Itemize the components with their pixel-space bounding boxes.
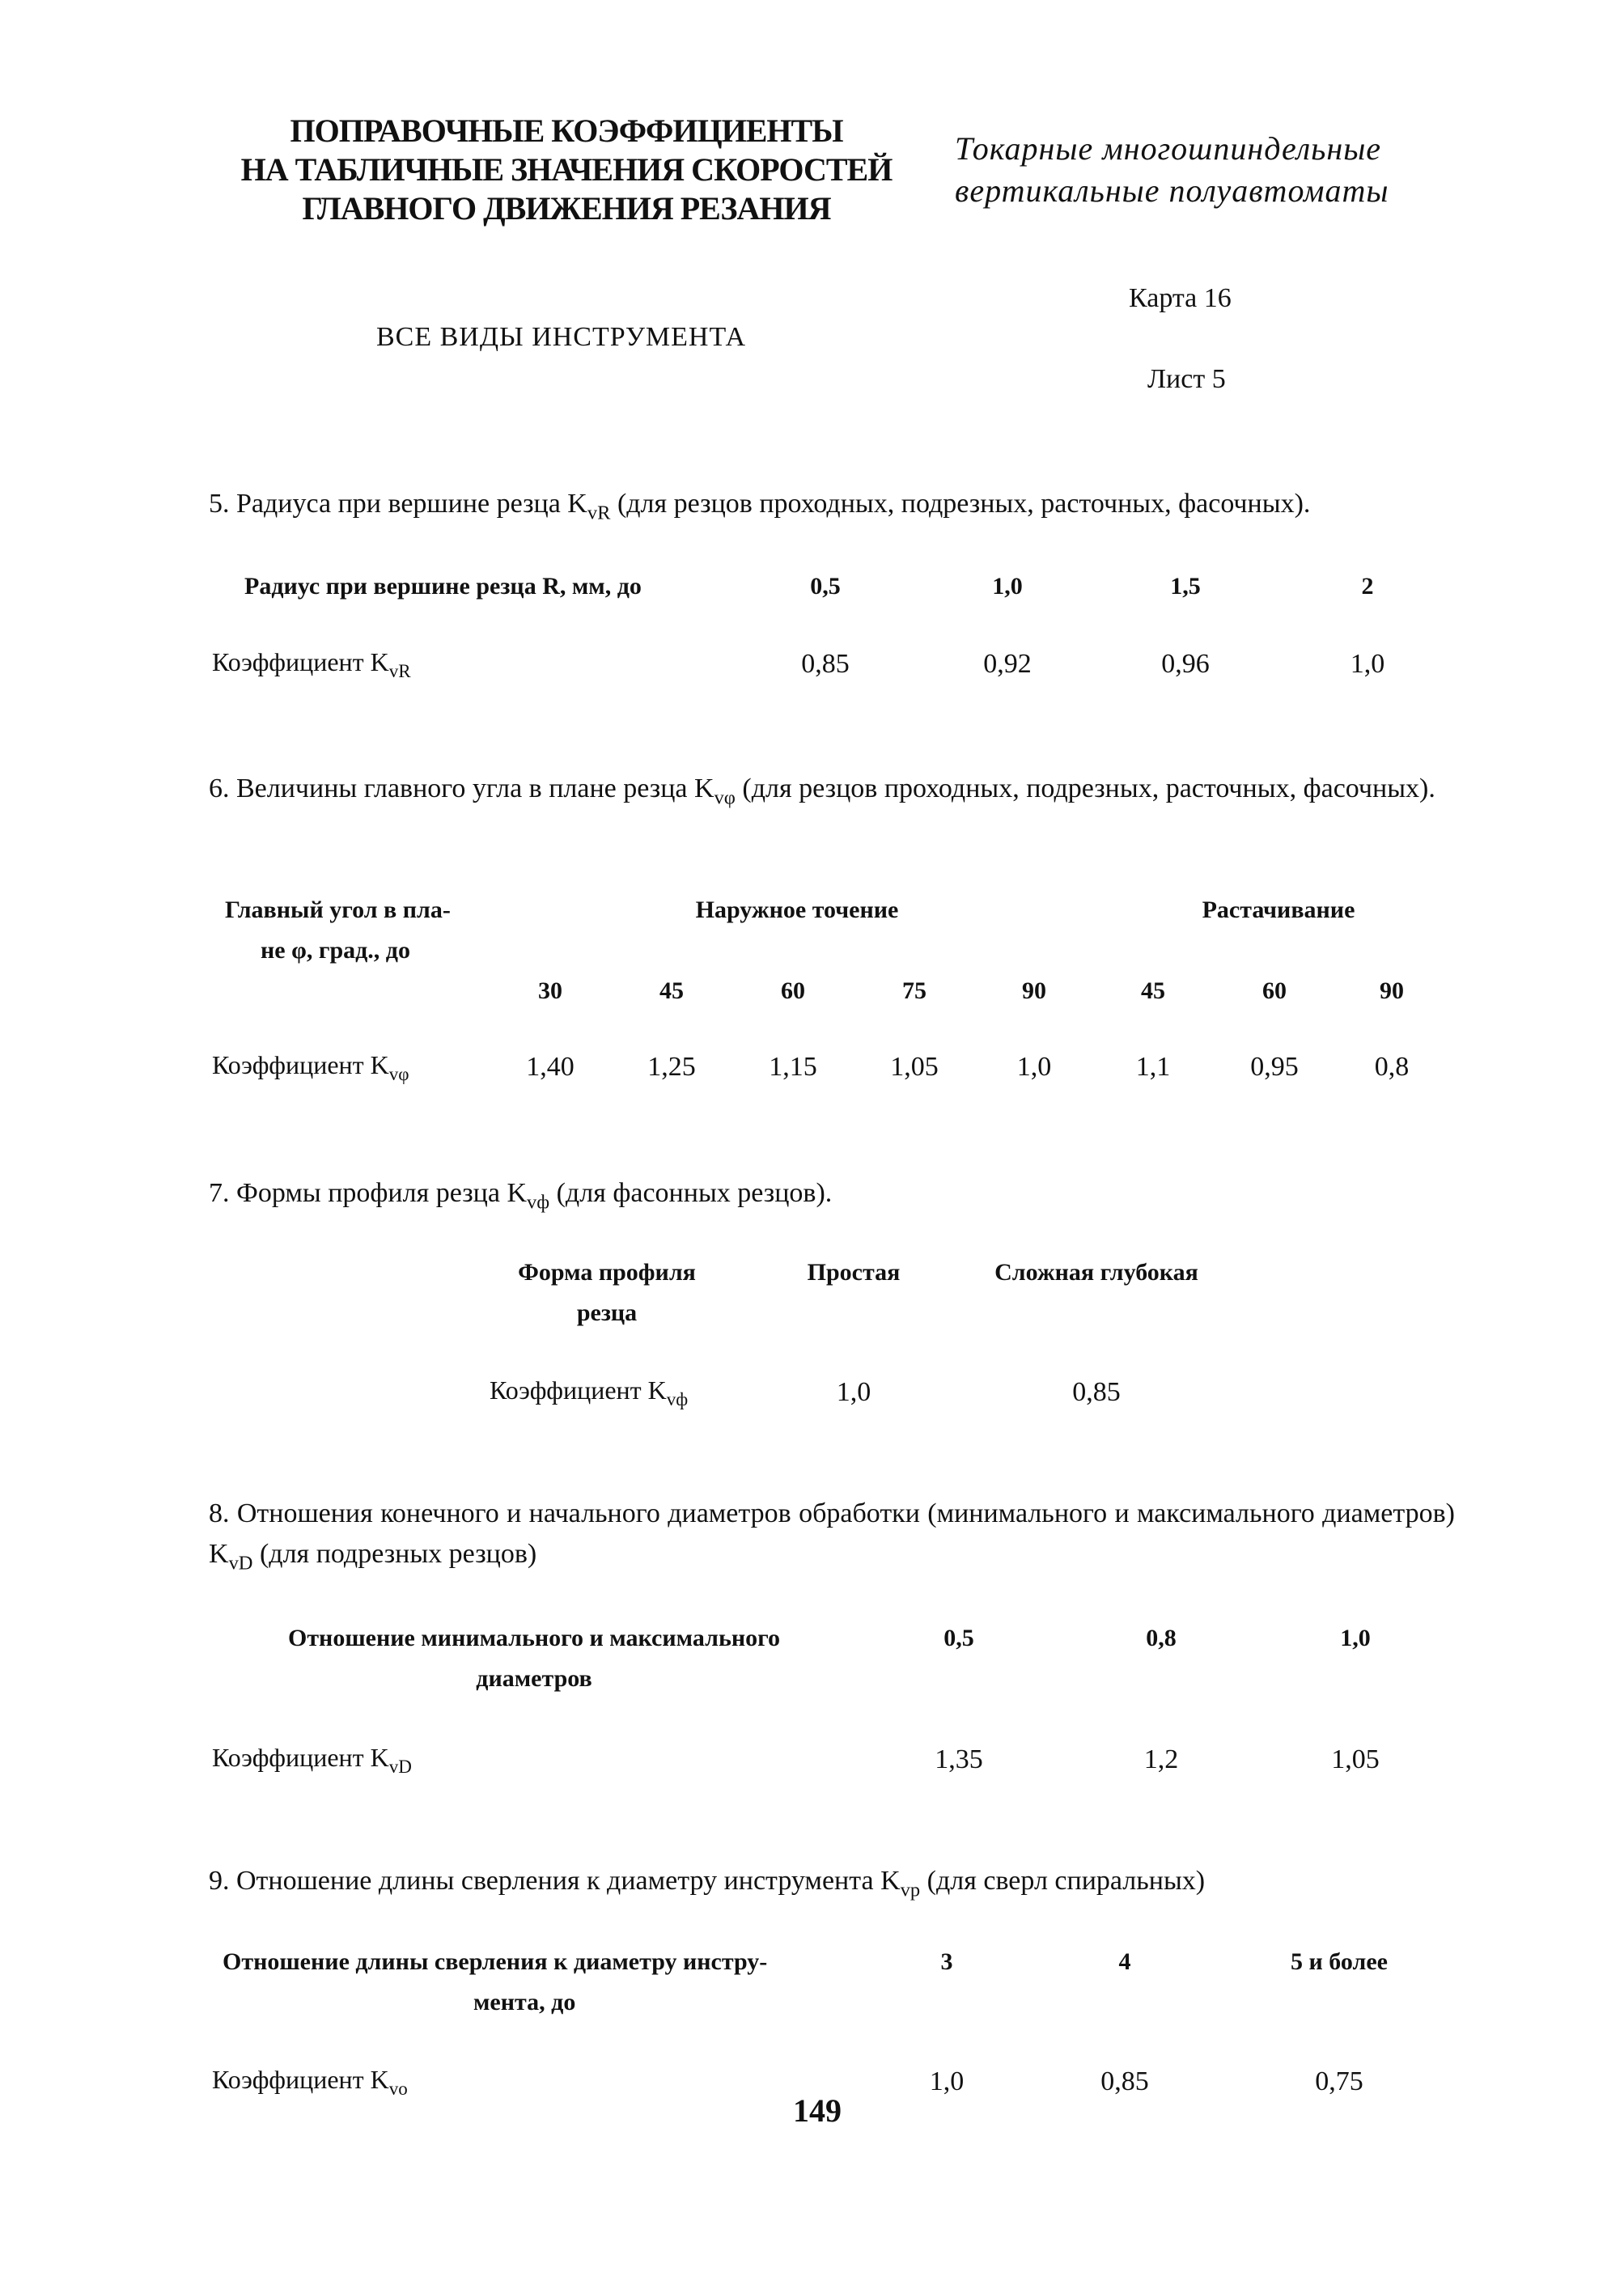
- s9-value: 0,75: [1315, 2066, 1363, 2096]
- s6-value: 1,15: [769, 1052, 817, 1082]
- s9-param-label-line-1: Отношение длины сверления к диаметру инстру-: [223, 1948, 768, 1975]
- section-8-heading: [209, 1494, 1455, 1584]
- s8-value: 1,35: [935, 1744, 983, 1774]
- s7-param-label-line-2: резца: [576, 1299, 638, 1326]
- page-number: 149: [793, 2092, 842, 2129]
- sheet-number: Лист 5: [1147, 364, 1226, 394]
- s6-param-label-line-1: Главный угол в пла-: [225, 896, 451, 923]
- section-9-heading: [209, 1861, 1342, 1911]
- s8-value: 1,05: [1331, 1744, 1380, 1774]
- section-8-heading-sub: vD: [228, 1552, 253, 1575]
- s5-col: 1,0: [992, 573, 1023, 600]
- s9-value: 1,0: [929, 2066, 965, 2096]
- s7-value: 0,85: [1072, 1377, 1121, 1407]
- tool-types: ВСЕ ВИДЫ ИНСТРУМЕНТА: [376, 322, 747, 352]
- s6-group-boring: Растачивание: [1202, 896, 1355, 923]
- s5-col: 0,5: [810, 573, 841, 600]
- card-number: Карта 16: [1129, 283, 1232, 313]
- section-8-heading-text: 8. Отношения конечного и начального диаметров обработки (минимального и максимального диаметров) K: [209, 1498, 1455, 1569]
- s8-coef-label: [212, 1743, 412, 1778]
- title-line-3: ГЛАВНОГО ДВИЖЕНИЯ РЕЗАНИЯ: [302, 190, 831, 227]
- page-title: [202, 112, 931, 228]
- s5-coef-sub: vR: [388, 660, 411, 682]
- s6-value: 0,8: [1374, 1052, 1410, 1082]
- s5-value: 0,92: [983, 649, 1032, 679]
- section-6-heading-text: 6. Величины главного угла в плане резца K: [209, 774, 714, 803]
- s5-value: 0,85: [801, 649, 850, 679]
- s5-value: 1,0: [1350, 649, 1385, 679]
- s7-col: Простая: [807, 1259, 901, 1286]
- s5-value: 0,96: [1161, 649, 1210, 679]
- section-7-heading: [209, 1173, 1180, 1223]
- s9-col: 3: [940, 1948, 953, 1975]
- s6-col: 75: [902, 977, 926, 1004]
- s5-coef-label: [212, 647, 411, 682]
- s7-col: Сложная глубокая: [994, 1259, 1198, 1286]
- s6-coef-text: Коэффициент K: [212, 1050, 389, 1079]
- s8-col: 0,5: [943, 1625, 974, 1651]
- s7-param-label-line-1: Форма профиля: [518, 1259, 696, 1286]
- s6-col: 60: [1262, 977, 1287, 1004]
- s9-coef-label: [212, 2065, 408, 2100]
- section-6-heading-tail: (для резцов проходных, подрезных, расточных, фасочных).: [735, 774, 1435, 803]
- title-line-2: НА ТАБЛИЧНЫЕ ЗНАЧЕНИЯ СКОРОСТЕЙ: [240, 151, 893, 188]
- s9-col: 5 и более: [1291, 1948, 1388, 1975]
- subtitle-line-1: Токарные многошпиндельные: [955, 130, 1382, 167]
- s9-value: 0,85: [1100, 2066, 1149, 2096]
- section-5-heading-sub: vR: [587, 502, 611, 524]
- s6-col: 45: [1141, 977, 1165, 1004]
- s6-value: 1,0: [1016, 1052, 1052, 1082]
- s7-coef-label: [490, 1375, 688, 1410]
- s9-coef-sub: vo: [388, 2078, 408, 2100]
- s6-coef-sub: vφ: [388, 1063, 409, 1085]
- s8-coef-text: Коэффициент K: [212, 1743, 389, 1772]
- section-7-heading-sub: vф: [527, 1191, 550, 1214]
- title-line-1: ПОПРАВОЧНЫЕ КОЭФФИЦИЕНТЫ: [290, 112, 843, 149]
- s6-value: 1,1: [1135, 1052, 1171, 1082]
- s5-col: 1,5: [1170, 573, 1201, 600]
- s9-col: 4: [1118, 1948, 1131, 1975]
- s9-param-label-line-2: мента, до: [473, 1989, 576, 2015]
- s5-col: 2: [1361, 573, 1374, 600]
- subtitle-line-2: вертикальные полуавтоматы: [955, 172, 1389, 209]
- section-5-heading: [209, 484, 1455, 534]
- s6-col: 60: [781, 977, 805, 1004]
- s8-coef-sub: vD: [388, 1756, 412, 1778]
- s6-value: 1,40: [526, 1052, 575, 1082]
- s8-col: 1,0: [1340, 1625, 1371, 1651]
- s8-param-label-line-2: диаметров: [476, 1665, 592, 1692]
- s6-param-label-line-2: не φ, град., до: [261, 937, 410, 964]
- s7-coef-sub: vф: [666, 1388, 689, 1410]
- s6-col: 30: [538, 977, 562, 1004]
- s6-value: 1,25: [647, 1052, 696, 1082]
- section-8-heading-tail: (для подрезных резцов): [252, 1539, 537, 1569]
- s6-coef-label: [212, 1050, 409, 1085]
- s7-value: 1,0: [836, 1377, 871, 1407]
- section-6-heading: [209, 769, 1455, 819]
- s5-coef-text: Коэффициент K: [212, 647, 389, 676]
- section-5-heading-tail: (для резцов проходных, подрезных, расточных, фасочных).: [610, 489, 1311, 519]
- section-9-heading-tail: (для сверл спиральных): [920, 1866, 1206, 1896]
- s8-param-label-line-1: Отношение минимального и максимального: [287, 1625, 781, 1651]
- s6-col: 45: [659, 977, 684, 1004]
- section-7-heading-tail: (для фасонных резцов).: [549, 1178, 833, 1208]
- s8-value: 1,2: [1143, 1744, 1179, 1774]
- s6-value: 1,05: [890, 1052, 939, 1082]
- s8-col: 0,8: [1146, 1625, 1177, 1651]
- s6-group-outer-turning: Наружное точение: [695, 896, 899, 923]
- section-6-heading-sub: vφ: [714, 786, 736, 809]
- machine-type: [955, 128, 1457, 212]
- section-9-heading-sub: vp: [900, 1879, 921, 1901]
- s6-col: 90: [1380, 977, 1404, 1004]
- section-9-heading-text: 9. Отношение длины сверления к диаметру инструмента K: [209, 1866, 901, 1896]
- s7-coef-text: Коэффициент K: [490, 1375, 667, 1405]
- s9-coef-text: Коэффициент K: [212, 2065, 389, 2094]
- s5-param-label: Радиус при вершине резца R, мм, до: [244, 573, 642, 600]
- section-7-heading-text: 7. Формы профиля резца K: [209, 1178, 528, 1208]
- section-5-heading-text: 5. Радиуса при вершине резца K: [209, 489, 587, 519]
- s6-col: 90: [1022, 977, 1046, 1004]
- s6-value: 0,95: [1250, 1052, 1299, 1082]
